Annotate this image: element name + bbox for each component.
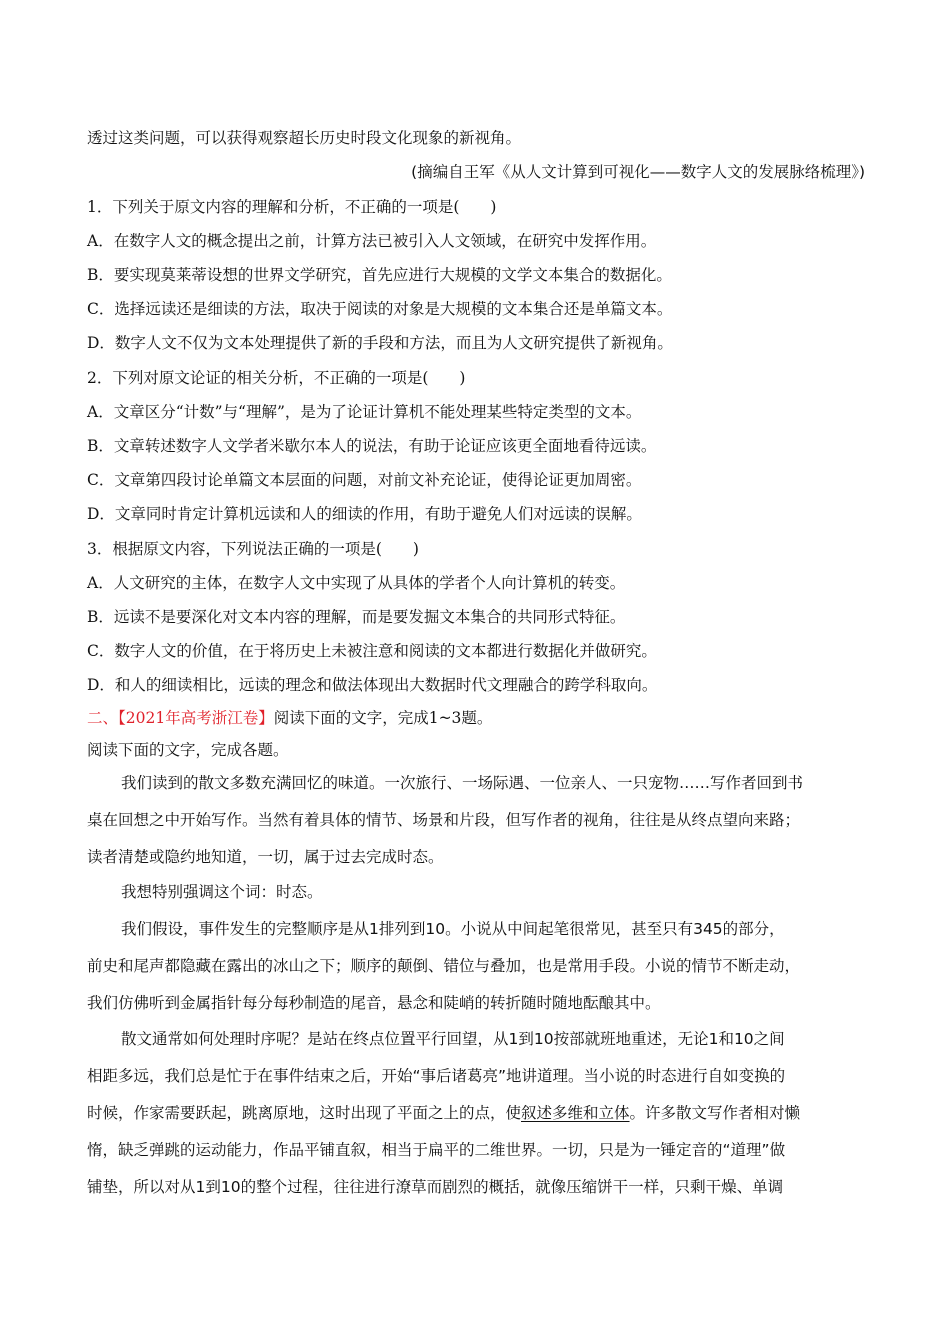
- passage-p1-line-1: 我们读到的散文多数充满回忆的味道。一次旅行、一场际遇、一位亲人、一只宠物……写作者回到书: [121, 774, 804, 792]
- passage-p4-line-2: 相距多远，我们总是忙于在事件结束之后，开始“事后诸葛亮”地讲道理。当小说的时态进行自如变换的: [87, 1067, 786, 1085]
- question-1-option-c: C．选择远读还是细读的方法，取决于阅读的对象是大规模的文本集合还是单篇文本。: [87, 300, 673, 318]
- section-2-label: 二、【2021年高考浙江卷】: [87, 709, 274, 727]
- question-2-option-d: D．文章同时肯定计算机远读和人的细读的作用，有助于避免人们对远读的误解。: [87, 505, 642, 523]
- section-2-instruction: 阅读下面的文字，完成1~3题。: [273, 709, 493, 727]
- section-2-heading: [87, 707, 867, 729]
- question-1-stem: 1．下列关于原文内容的理解和分析，不正确的一项是( ): [87, 198, 497, 216]
- question-2-stem: 2．下列对原文论证的相关分析，不正确的一项是( ): [87, 369, 466, 387]
- passage-p3-line-3: 我们仿佛听到金属指针每分每秒制造的尾音，悬念和陡峭的转折随时随地酝酿其中。: [87, 994, 661, 1012]
- section-2-sub-instruction: 阅读下面的文字，完成各题。: [87, 741, 289, 759]
- passage-p4-line-3: [87, 1102, 867, 1124]
- question-1-option-b: B．要实现莫莱蒂设想的世界文学研究，首先应进行大规模的文学文本集合的数据化。: [87, 266, 672, 284]
- intro-tail-text: 透过这类问题，可以获得观察超长历史时段文化现象的新视角。: [87, 129, 522, 147]
- question-3-option-c: C．数字人文的价值，在于将历史上未被注意和阅读的文本都进行数据化并做研究。: [87, 642, 657, 660]
- passage-p4-line-3-end: 。许多散文写作者相对懒: [629, 1104, 801, 1122]
- citation: (摘编自王军《从人文计算到可视化——数字人文的发展脉络梳理》): [411, 163, 865, 181]
- passage-p4-line-3-start: 时候，作家需要跃起，跳离原地，这时出现了平面之上的点，使: [87, 1104, 522, 1122]
- question-3-option-a: A．人文研究的主体，在数字人文中实现了从具体的学者个人向计算机的转变。: [87, 574, 626, 592]
- question-3-stem: 3．根据原文内容，下列说法正确的一项是( ): [87, 540, 419, 558]
- question-2-option-b: B．文章转述数字人文学者米歇尔本人的说法，有助于论证应该更全面地看待远读。: [87, 437, 657, 455]
- passage-p1-line-3: 读者清楚或隐约地知道，一切，属于过去完成时态。: [87, 848, 444, 866]
- question-3-option-d: D．和人的细读相比，远读的理念和做法体现出大数据时代文理融合的跨学科取向。: [87, 676, 658, 694]
- underlined-phrase: 叙述多维和立体: [521, 1104, 630, 1122]
- question-1-option-a: A．在数字人文的概念提出之前，计算方法已被引入人文领域，在研究中发挥作用。: [87, 232, 657, 250]
- passage-p4-line-1: 散文通常如何处理时序呢？是站在终点位置平行回望，从1到10按部就班地重述，无论1和10之间: [121, 1030, 785, 1048]
- question-1-option-d: D．数字人文不仅为文本处理提供了新的手段和方法，而且为人文研究提供了新视角。: [87, 334, 673, 352]
- question-2-option-a: A．文章区分“计数”与“理解”，是为了论证计算机不能处理某些特定类型的文本。: [87, 403, 642, 421]
- passage-p3-line-1: 我们假设，事件发生的完整顺序是从1排列到10。小说从中间起笔很常见，甚至只有345的部分，: [121, 920, 785, 938]
- passage-p1-line-2: 桌在回想之中开始写作。当然有着具体的情节、场景和片段，但写作者的视角，往往是从终点望向来路；: [87, 811, 801, 829]
- passage-p4-line-4: 惰，缺乏弹跳的运动能力，作品平铺直叙，相当于扁平的二维世界。一切，只是为一锤定音的“道理”做: [87, 1141, 786, 1159]
- question-3-option-b: B．远读不是要深化对文本内容的理解，而是要发掘文本集合的共同形式特征。: [87, 608, 626, 626]
- passage-p3-line-2: 前史和尾声都隐藏在露出的冰山之下；顺序的颠倒、错位与叠加，也是常用手段。小说的情节不断走动，: [87, 957, 801, 975]
- question-2-option-c: C．文章第四段讨论单篇文本层面的问题，对前文补充论证，使得论证更加周密。: [87, 471, 642, 489]
- passage-p2: 我想特别强调这个词：时态。: [121, 883, 323, 901]
- passage-p4-line-5: 铺垫，所以对从1到10的整个过程，往往进行潦草而剧烈的概括，就像压缩饼干一样，只剩干燥、单调: [87, 1178, 784, 1196]
